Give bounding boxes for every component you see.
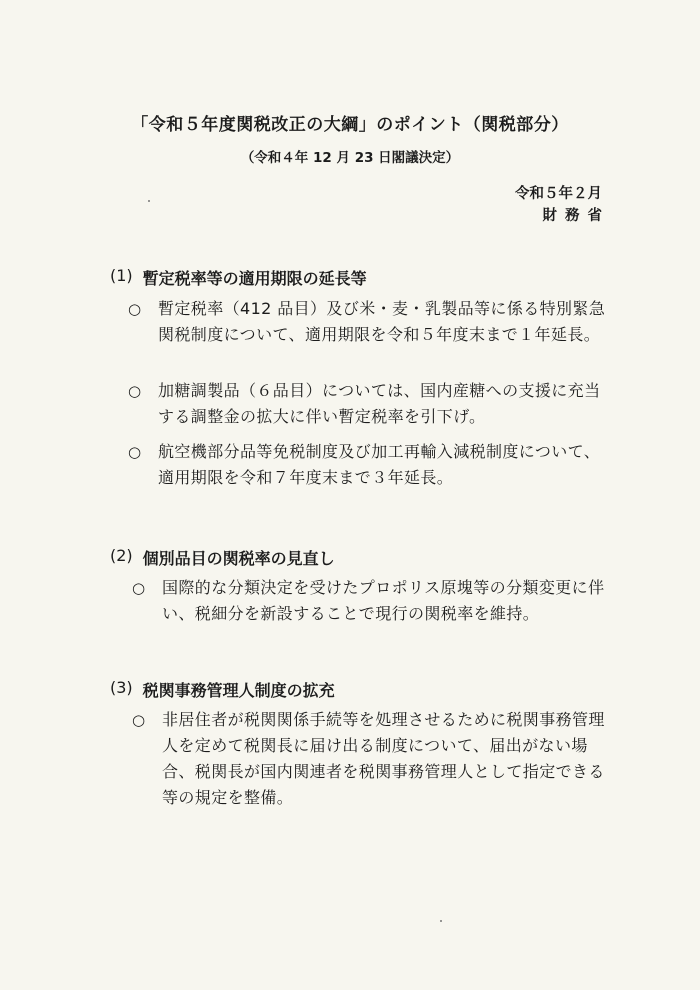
item-text: 非居住者が税関関係手続等を処理させるために税関事務管理人を定めて税関長に届け出る制度について、届出がない場合、税関長が国内関連者を税関事務管理人として指定できる等の規定を整備。 [162, 710, 605, 807]
document-title: 「令和５年度関税改正の大綱」のポイント（関税部分） [131, 115, 569, 135]
section-number: (2) [110, 546, 133, 565]
section-heading-text: 暫定税率等の適用期限の延長等 [142, 269, 367, 288]
section-3-heading [110, 678, 335, 701]
list-item [128, 296, 608, 348]
circle-bullet: ○ [132, 711, 146, 729]
section-heading-text: 税関事務管理人制度の拡充 [142, 681, 335, 700]
document-issuer: 財務省 [542, 208, 610, 224]
document-date: 令和５年２月 [515, 186, 602, 202]
circle-bullet: ○ [128, 382, 142, 400]
circle-bullet: ○ [128, 443, 142, 461]
item-text: 加糖調製品（６品目）については、国内産糖への支援に充当する調整金の拡大に伴い暫定税率を引下げ。 [158, 381, 601, 426]
item-text: 航空機部分品等免税制度及び加工再輸入減税制度について、適用期限を令和７年度末まで３年延長。 [158, 442, 601, 487]
document-subtitle: （令和４年 12 月 23 日閣議決定） [240, 150, 460, 166]
section-number: (1) [110, 266, 133, 285]
section-1-heading [110, 266, 367, 289]
section-number: (3) [110, 678, 133, 697]
item-text: 国際的な分類決定を受けたプロポリス原塊等の分類変更に伴い、税細分を新設することで現行の関税率を維持。 [162, 578, 605, 623]
section-2-heading [110, 546, 335, 569]
scan-speck [440, 920, 442, 922]
item-text: 暫定税率（412 品目）及び米・麦・乳製品等に係る特別緊急関税制度について、適用期限を令和５年度末まで１年延長。 [158, 299, 606, 344]
list-item [132, 575, 612, 627]
list-item [128, 378, 608, 430]
circle-bullet: ○ [128, 300, 142, 318]
list-item [132, 707, 612, 811]
circle-bullet: ○ [132, 579, 146, 597]
scan-speck [148, 200, 150, 202]
list-item [128, 439, 608, 491]
section-heading-text: 個別品目の関税率の見直し [142, 549, 335, 568]
